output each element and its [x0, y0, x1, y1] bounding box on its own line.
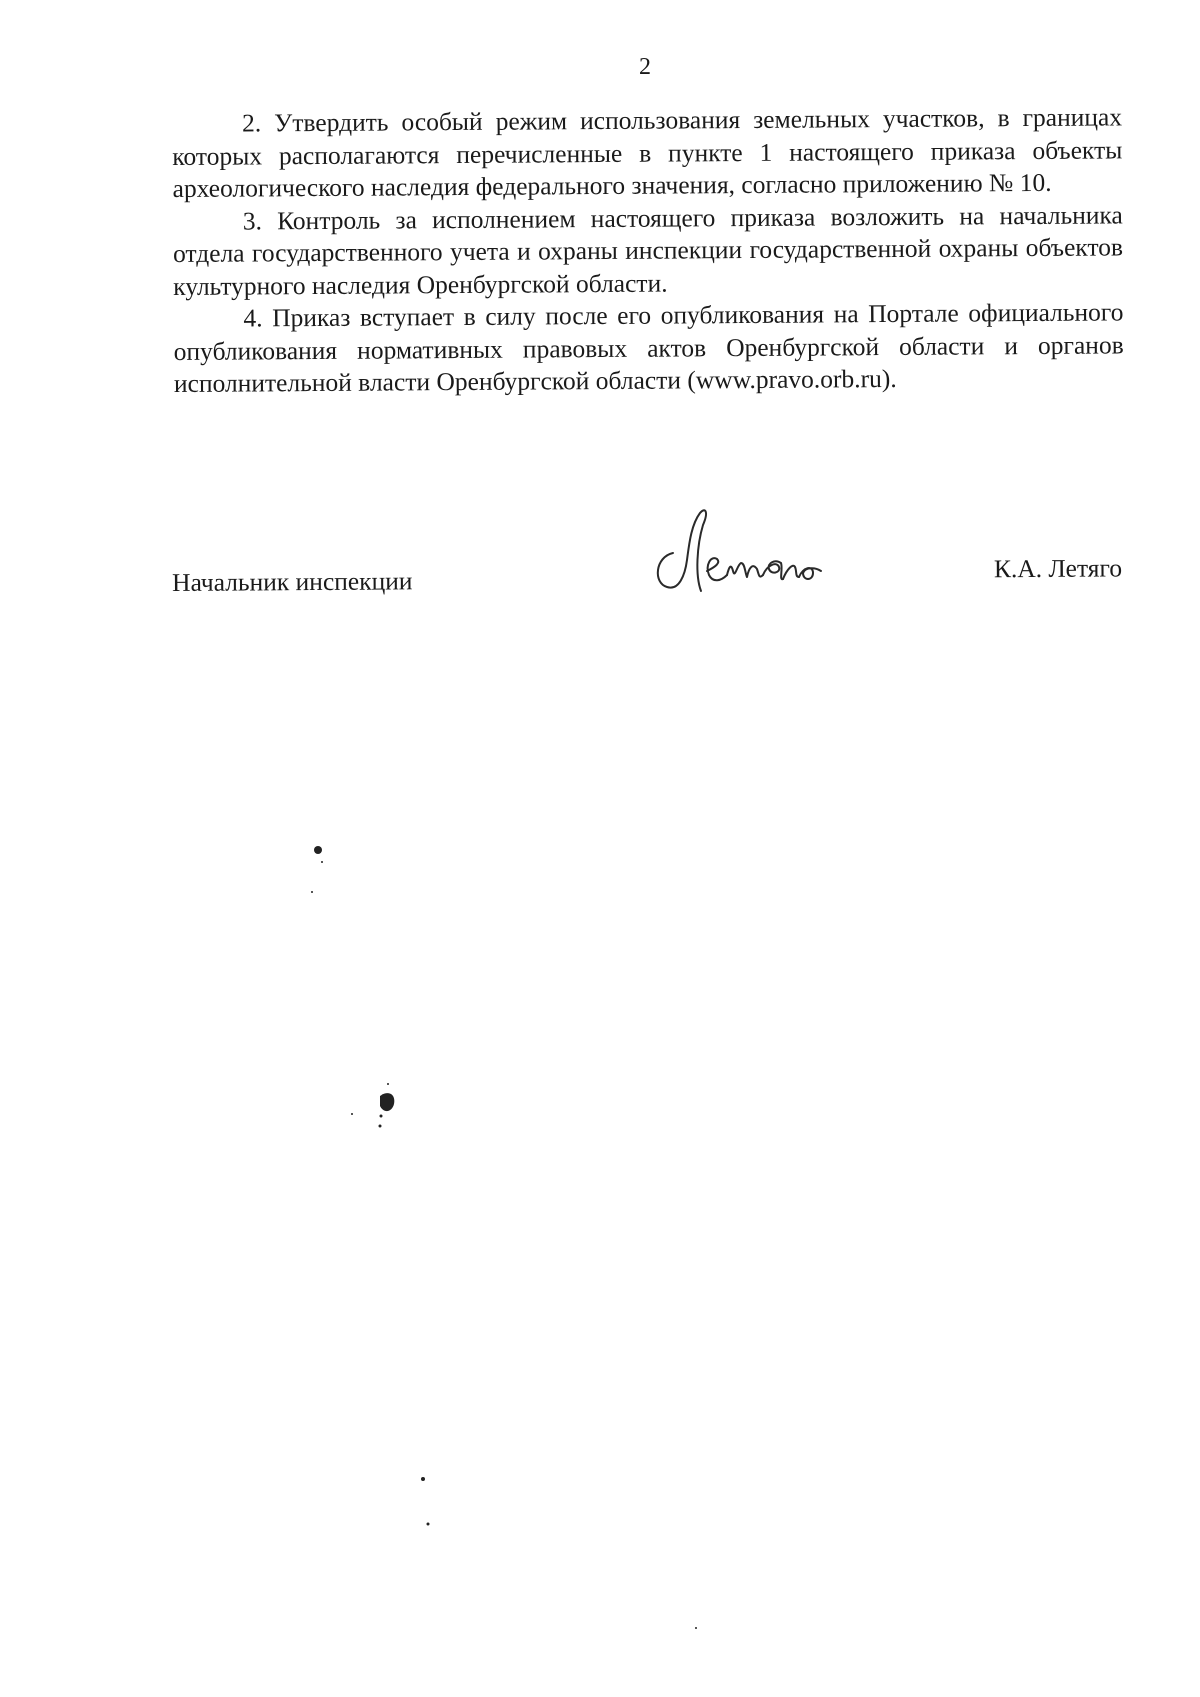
page-number: 2 — [639, 54, 651, 80]
paragraph-3: 3. Контроль за исполнением настоящего приказа возложить на начальника отдела государственного учета и охраны инспекции государственной охраны объектов культурного наследия Оренбургской области. — [172, 199, 1124, 301]
paragraph-2: 2. Утвердить особый режим использования земельных участков, в границах которых располагаются перечисленные в пункте 1 настоящего приказа объекты археологического наследия федерального значения, согласно приложению № 10. — [172, 102, 1123, 203]
signer-position: Начальник инспекции — [172, 566, 413, 597]
signature-row — [172, 553, 1123, 608]
paragraph-4: 4. Приказ вступает в силу после его опубликования на Портале официального опубликования нормативных правовых актов Оренбургской области и органов исполнительной власти Оренбургской области (www.pravo.orb.ru). — [173, 297, 1124, 398]
document-body — [172, 101, 1124, 400]
signer-name: К.А. Летяго — [993, 553, 1123, 584]
